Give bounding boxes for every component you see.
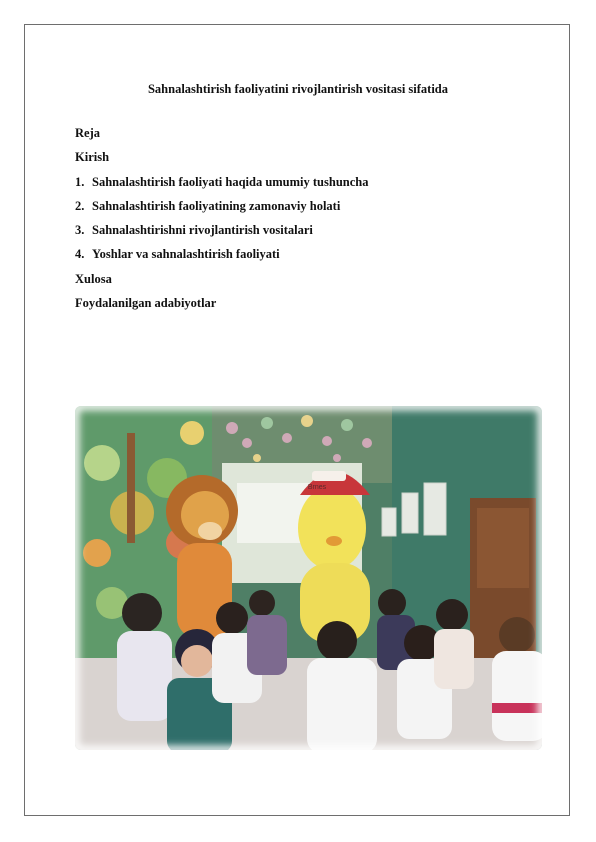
outline-item-number: 2. (75, 198, 85, 213)
outline-item-text: Sahnalashtirish faoliyati haqida umumiy tushuncha (92, 174, 369, 189)
outline-item (75, 198, 368, 222)
outline-heading: Reja (75, 126, 100, 140)
outline-references: Foydalanilgan adabiyotlar (75, 296, 217, 311)
outline-item-text: Yoshlar va sahnalashtirish faoliyati (92, 247, 280, 262)
document-title: Sahnalashtirish faoliyatini rivojlantirish vositasi sifatida (147, 82, 449, 96)
outline-conclusion: Xulosa (75, 271, 112, 286)
outline-item-text: Sahnalashtirish faoliyatining zamonaviy holati (92, 198, 341, 213)
outline-item (75, 222, 368, 246)
outline-item-number: 1. (75, 174, 85, 189)
outline-intro: Kirish (75, 150, 110, 165)
table-of-contents (75, 125, 368, 319)
outline-item-number: 4. (75, 247, 85, 262)
outline-item-text: Sahnalashtirishni rivojlantirish vositalari (92, 223, 313, 238)
outline-item (75, 174, 368, 198)
mascot-cap-text: Brnes (307, 484, 327, 491)
outline-item (75, 246, 368, 270)
outline-item-number: 3. (75, 223, 85, 238)
event-photo (72, 403, 545, 753)
